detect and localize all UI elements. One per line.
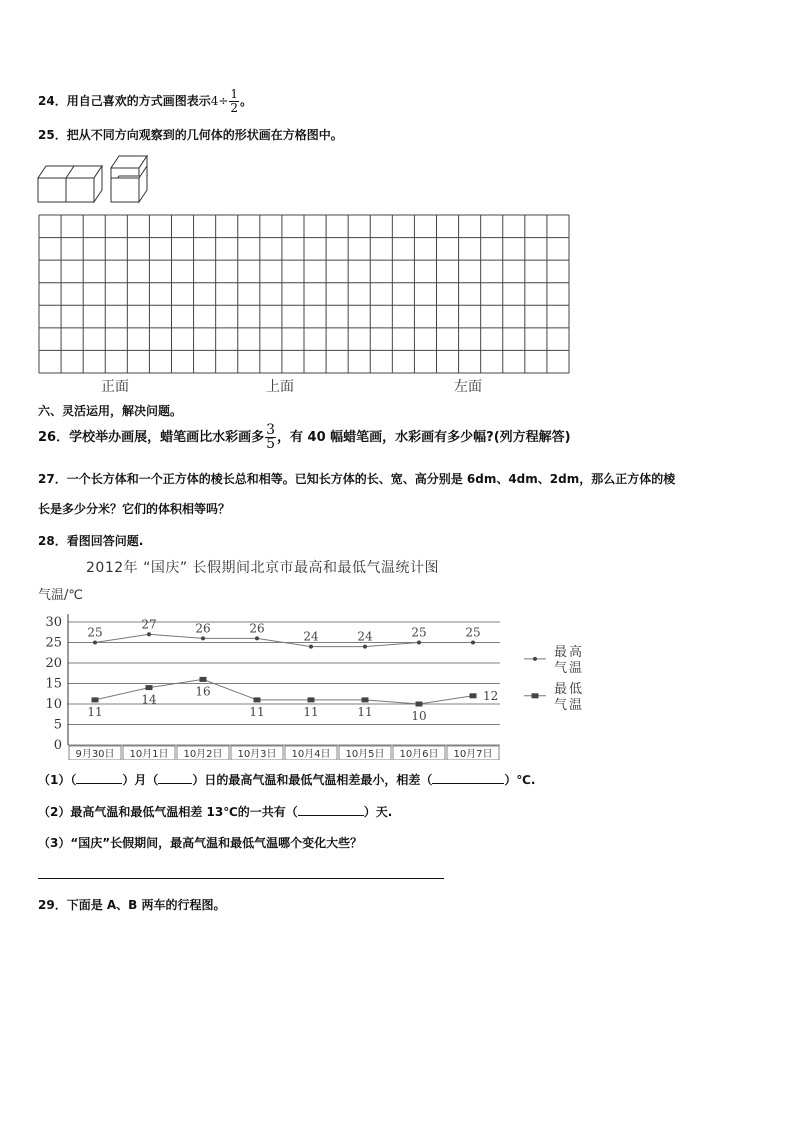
data-point-high bbox=[363, 645, 367, 649]
data-label-low: 16 bbox=[195, 684, 211, 699]
x-tick-label: 10月3日 bbox=[237, 749, 277, 760]
question-text: 下面是 A、B 两车的行程图。 bbox=[66, 898, 226, 912]
y-tick-label: 20 bbox=[45, 656, 62, 671]
data-label-low: 14 bbox=[141, 692, 157, 707]
y-tick-label: 10 bbox=[45, 697, 62, 712]
grid-label-front: 正面 bbox=[101, 379, 129, 395]
question-28-sub3: （3）“国庆”长假期间，最高气温和最低气温哪个变化大些？ bbox=[38, 836, 363, 850]
fraction: $\frac{1}{2}$ bbox=[230, 87, 239, 115]
question-24: 24．用自己喜欢的方式画图表示4÷ $\frac{1}{2}$ 。 bbox=[38, 87, 253, 115]
x-tick-label: 10月6日 bbox=[399, 749, 439, 760]
data-label-high: 24 bbox=[303, 629, 319, 644]
x-tick-label: 10月7日 bbox=[453, 749, 493, 760]
data-point-high bbox=[93, 641, 97, 645]
question-number: 25． bbox=[38, 128, 67, 142]
question-27-line2: 长是多少分米？它们的体积相等吗？ bbox=[38, 502, 231, 516]
data-label-high: 25 bbox=[411, 625, 427, 640]
question-25 bbox=[38, 126, 343, 143]
answer-blank-days[interactable] bbox=[298, 815, 364, 816]
question-text: 看图回答问题. bbox=[66, 534, 144, 548]
question-text: 一个长方体和一个正方体的棱长总和相等。已知长方体的长、宽、高分别是 6dm、4dm、2dm，那么正方体的棱 bbox=[66, 472, 676, 486]
x-tick-label: 10月2日 bbox=[183, 749, 223, 760]
y-tick-label: 0 bbox=[53, 738, 62, 753]
data-point-high bbox=[255, 636, 259, 640]
data-label-low: 11 bbox=[357, 704, 373, 719]
question-text: 把从不同方向观察到的几何体的形状画在方格图中。 bbox=[66, 128, 343, 142]
x-tick-label: 10月4日 bbox=[291, 749, 331, 760]
data-point-low bbox=[254, 697, 261, 702]
fraction: $\frac{3}{5}$ bbox=[266, 422, 276, 452]
data-point-high bbox=[147, 632, 151, 636]
question-text: 学校举办画展，蜡笔画比水彩画多 bbox=[69, 430, 265, 445]
question-26: 26．学校举办画展，蜡笔画比水彩画多 $\frac{3}{5}$ ，有 40 幅蜡笔画，水彩画有多少幅?(列方程解答) bbox=[38, 422, 571, 452]
data-point-high bbox=[201, 636, 205, 640]
data-point-low bbox=[416, 702, 423, 707]
question-28 bbox=[38, 532, 143, 549]
question-number: 24． bbox=[38, 94, 67, 108]
chart-title: 2012年 “国庆” 长假期间北京市最高和最低气温统计图 bbox=[86, 560, 440, 576]
legend-marker bbox=[533, 657, 537, 661]
legend-marker bbox=[532, 693, 539, 698]
x-tick-label: 10月5日 bbox=[345, 749, 385, 760]
answer-line[interactable] bbox=[38, 878, 444, 879]
y-tick-label: 25 bbox=[45, 635, 62, 651]
answer-blank-day[interactable] bbox=[158, 783, 192, 784]
legend-label: 最高 bbox=[554, 644, 585, 660]
data-point-low bbox=[470, 693, 477, 698]
question-number: 26． bbox=[38, 430, 70, 445]
data-label-low: 11 bbox=[249, 704, 265, 719]
data-label-high: 27 bbox=[141, 617, 157, 632]
legend-label: 气温 bbox=[554, 660, 585, 676]
question-28-sub2: （2）最高气温和最低气温相差 13℃的一共有（ ）天. bbox=[38, 805, 393, 819]
answer-blank-difference[interactable] bbox=[432, 783, 504, 784]
question-29 bbox=[38, 896, 226, 913]
data-point-low bbox=[92, 697, 99, 702]
data-label-low: 10 bbox=[411, 709, 427, 723]
question-number: 28． bbox=[38, 534, 67, 548]
data-point-low bbox=[362, 697, 369, 702]
data-label-low: 11 bbox=[87, 704, 103, 719]
data-point-high bbox=[471, 641, 475, 645]
answer-blank-month[interactable] bbox=[76, 783, 122, 784]
math-expression: 4÷ bbox=[210, 94, 229, 108]
y-tick-label: 5 bbox=[53, 717, 62, 733]
data-label-low: 11 bbox=[303, 704, 319, 719]
data-label-high: 26 bbox=[195, 621, 211, 636]
data-label-high: 25 bbox=[465, 625, 481, 640]
y-tick-label: 15 bbox=[45, 676, 62, 692]
y-tick-label: 30 bbox=[45, 615, 62, 630]
data-label-high: 26 bbox=[249, 621, 265, 636]
question-text: 用自己喜欢的方式画图表示 bbox=[66, 94, 211, 108]
drawing-grid bbox=[38, 214, 570, 374]
data-label-high: 24 bbox=[357, 629, 373, 644]
data-label-high: 25 bbox=[87, 625, 103, 640]
x-tick-label: 9月30日 bbox=[75, 749, 115, 760]
section-heading: 六、灵活运用，解决问题。 bbox=[38, 404, 183, 418]
data-point-high bbox=[309, 645, 313, 649]
legend-label: 气温 bbox=[554, 697, 585, 713]
question-27-line1 bbox=[38, 470, 675, 487]
question-number: 27． bbox=[38, 472, 67, 486]
data-point-low bbox=[200, 677, 207, 682]
data-point-low bbox=[146, 685, 153, 690]
temperature-chart bbox=[30, 600, 600, 760]
question-number: 29． bbox=[38, 898, 67, 912]
data-point-low bbox=[308, 697, 315, 702]
data-label-low: 12 bbox=[483, 688, 499, 703]
legend-label: 最低 bbox=[554, 681, 585, 697]
x-tick-label: 10月1日 bbox=[129, 749, 169, 760]
grid-label-left: 左面 bbox=[454, 379, 482, 395]
chart-y-label: 气温/℃ bbox=[38, 588, 83, 603]
grid-label-top: 上面 bbox=[266, 379, 294, 395]
cubes-figure bbox=[36, 152, 152, 208]
question-28-sub1: （1）（ ）月（ ）日的最高气温和最低气温相差最小，相差（ ）℃. bbox=[38, 773, 536, 787]
data-point-high bbox=[417, 641, 421, 645]
